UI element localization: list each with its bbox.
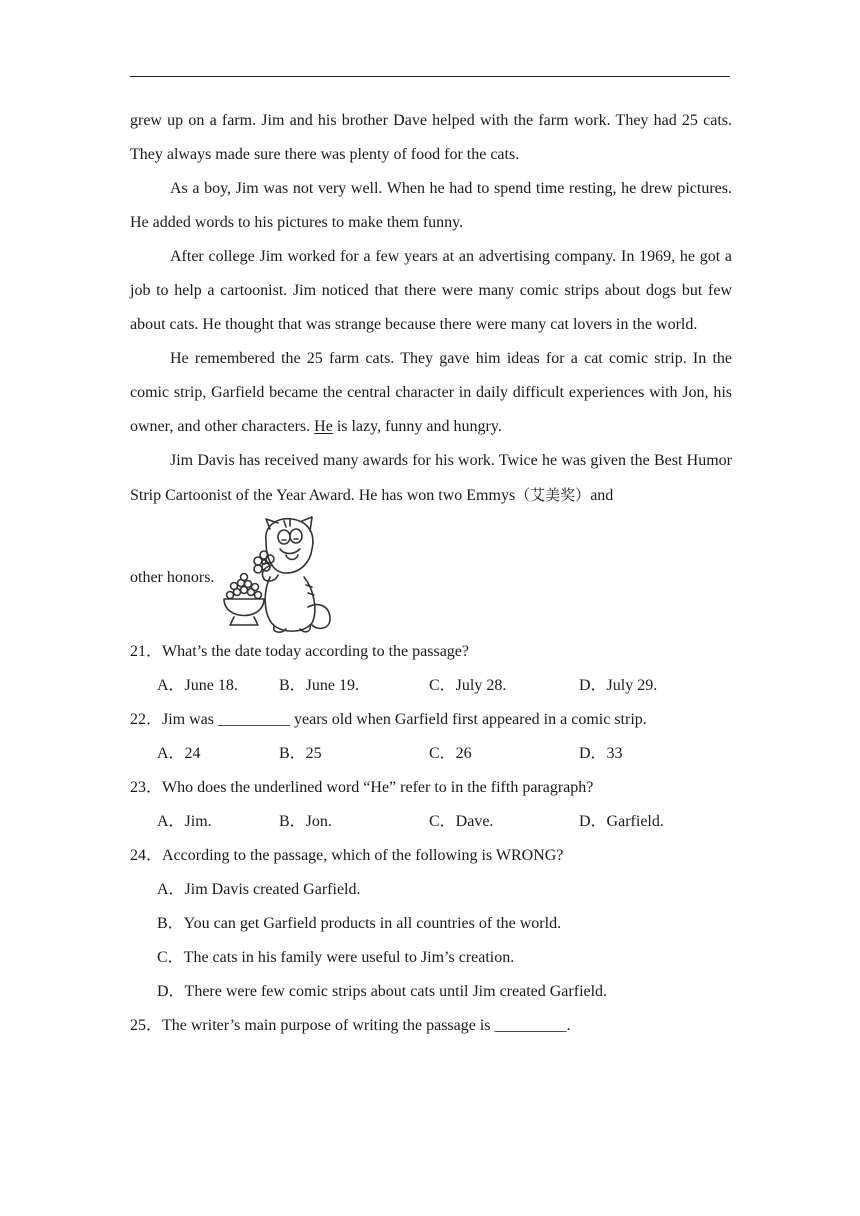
option-b[interactable]: B．June 19.	[279, 677, 360, 694]
question-21-options	[130, 669, 732, 703]
question-22: 22．Jim was _________ years old when Garfield first appeared in a comic strip.	[130, 711, 647, 728]
option-b[interactable]: B．Jon.	[279, 813, 332, 830]
page-content	[130, 104, 732, 1043]
question-23: 23．Who does the underlined word “He” refer to in the fifth paragraph?	[130, 779, 594, 796]
option-c[interactable]: C．26	[429, 745, 472, 762]
p4-text-before: He remembered the 25 farm cats. They gave him ideas for a cat comic strip. In the comic strip, Garfield became the central character in daily difficult experiences with Jon, his owner, and other characters.	[130, 350, 732, 435]
passage-paragraph-1: grew up on a farm. Jim and his brother Dave helped with the farm work. They had 25 cats. They always made sure there was plenty of food for the cats.	[130, 112, 732, 163]
option-c[interactable]: C．The cats in his family were useful to Jim’s creation.	[157, 949, 515, 966]
passage-paragraph-4	[130, 342, 732, 444]
passage-paragraph-3: After college Jim worked for a few years at an advertising company. In 1969, he got a job to help a cartoonist. Jim noticed that there were many comic strips about dogs but few about cats. He thought that was strange because there were many cat lovers in the world.	[130, 248, 732, 333]
option-d[interactable]: D．Garfield.	[579, 813, 664, 830]
option-a[interactable]: A．Jim Davis created Garfield.	[157, 881, 361, 898]
question-22-options	[130, 737, 732, 771]
questions-section	[130, 635, 732, 1043]
option-c[interactable]: C．Dave.	[429, 813, 494, 830]
paragraph-5-last-line	[130, 513, 732, 635]
garfield-cat-icon	[220, 515, 338, 635]
option-b[interactable]: B．You can get Garfield products in all countries of the world.	[157, 915, 562, 932]
option-a[interactable]: A．Jim.	[157, 813, 212, 830]
option-a[interactable]: A．June 18.	[157, 677, 238, 694]
question-21: 21．What’s the date today according to the passage?	[130, 643, 469, 660]
underlined-word-he: He	[314, 418, 333, 435]
passage-paragraph-5	[130, 444, 732, 513]
p5-text-after: and	[590, 487, 614, 504]
question-23-options	[130, 805, 732, 839]
option-d[interactable]: D．July 29.	[579, 677, 658, 694]
p4-text-after: is lazy, funny and hungry.	[332, 418, 502, 435]
header-rule	[130, 76, 730, 77]
question-25: 25．The writer’s main purpose of writing the passage is _________.	[130, 1017, 571, 1034]
p5-last-text: other honors.	[130, 569, 215, 586]
option-d[interactable]: D．There were few comic strips about cats until Jim created Garfield.	[157, 983, 608, 1000]
p5-cjk-note: （艾美奖）	[515, 486, 591, 504]
question-24: 24．According to the passage, which of the following is WRONG?	[130, 847, 564, 864]
option-c[interactable]: C．July 28.	[429, 677, 507, 694]
passage-paragraph-2: As a boy, Jim was not very well. When he had to spend time resting, he drew pictures. He added words to his pictures to make them funny.	[130, 180, 732, 231]
option-d[interactable]: D．33	[579, 745, 623, 762]
option-b[interactable]: B．25	[279, 745, 322, 762]
p5-text-before: Jim Davis has received many awards for his work. Twice he was given the Best Humor Strip Cartoonist of the Year Award. He has won two Emmys	[130, 452, 732, 504]
option-a[interactable]: A．24	[157, 745, 201, 762]
